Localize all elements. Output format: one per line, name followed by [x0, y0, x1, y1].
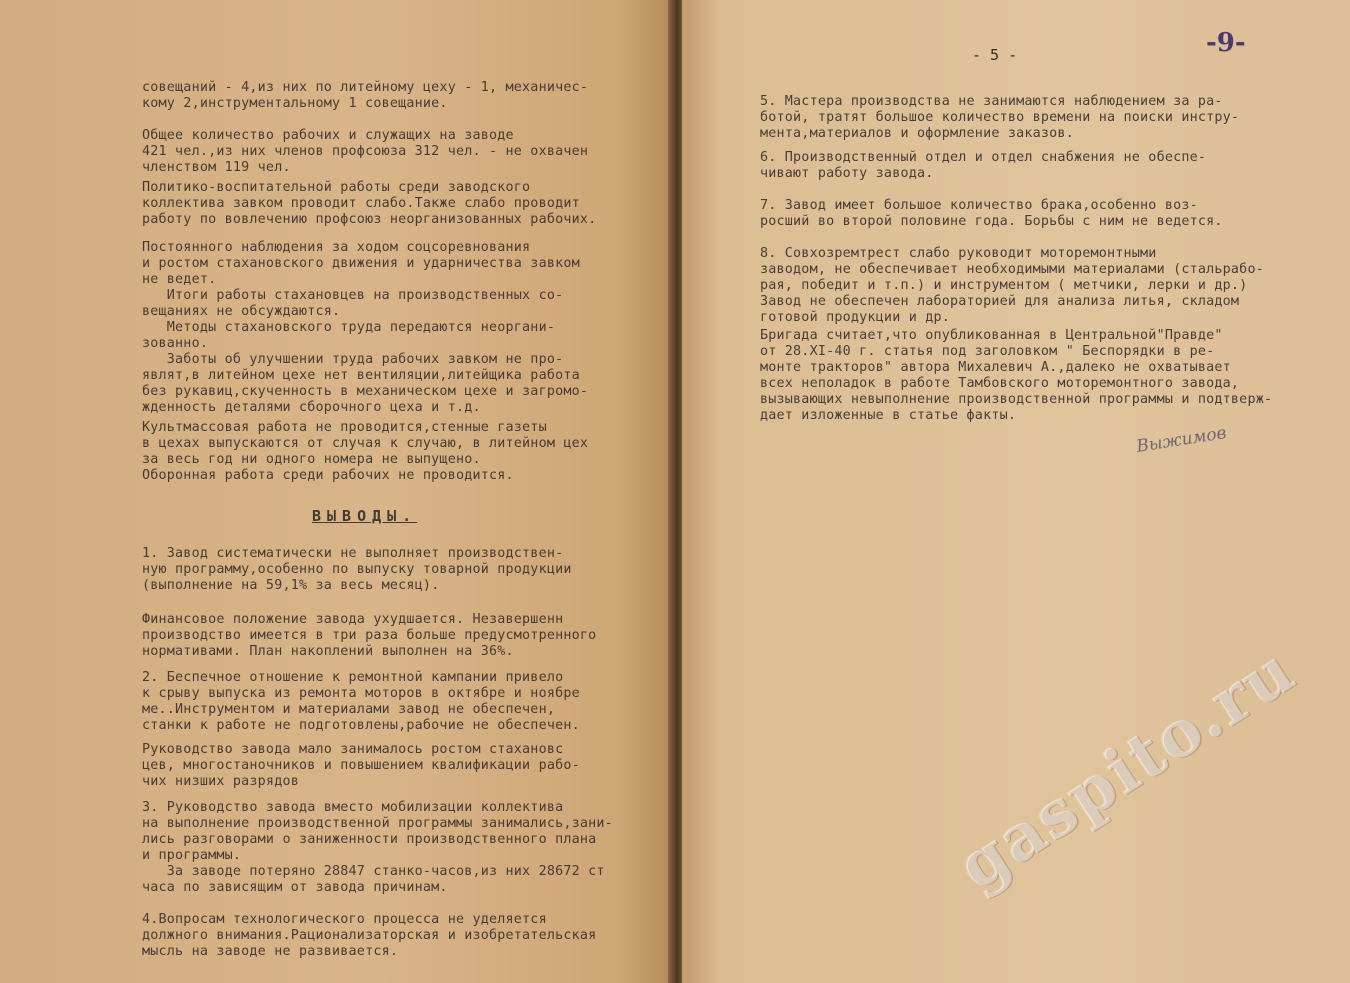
conclusion-4: 4.Вопросам технологического процесса не уделяется должного внимания.Рационализаторская и изобретательская мысль на заводе не развивается. — [142, 912, 597, 959]
archive-sheet-number: -9- — [1206, 28, 1246, 58]
conclusion-2: 2. Беспечное отношение к ремонтной кампании привело к срыву выпуска из ремонта моторов в октябре и ноябре ме..Инструментом и материалами завод не обеспечен, станки к работе не подготовлены,рабочие не обеспечен. — [142, 670, 580, 733]
paragraph-competition: Постоянного наблюдения за ходом соцсоревнования и ростом стахановского движения и ударничества завком не ведет. Итоги работы стахановцев на производственных со- вещаниях не обсуждаются. Методы стахановского труда передаются неоргани- зованно. Заботы об улучшении труда рабочих завком не про- являт,в литейном цехе нет вентиляции,литейщика работа без рукавиц,скученность в механическом цехе и загромо- жденность деталями сборочного цеха и т.д. — [142, 240, 589, 415]
conclusions-heading: ВЫВОДЫ. — [312, 507, 418, 525]
conclusion-1-finance: Финансовое положение завода ухудшается. Незавершенн производство имеется в три раза больше предусмотренного нормативами. План накоплений выполнен на 36%. — [142, 612, 597, 659]
item-7: 7. Завод имеет большое количество брака,особенно воз- росший во второй половине года. Борьбы с ним не ведется. — [760, 198, 1223, 229]
conclusion-2-leadership: Руководство завода мало занималось ростом стахановс цев, многостаночников и повышением квалификации рабо- чих низших разрядов — [142, 742, 580, 789]
item-8: 8. Совхозремтрест слабо руководит моторемонтными заводом, не обеспечивает необходимыми материалами (стальрабо- рая, победит и т.п.) и инструментом ( метчики, лерки и др.) Завод не обеспечен лабораторией для анализа литья, складом готовой продукции и др. — [760, 246, 1264, 325]
paragraph-workers-count: Общее количество рабочих и служащих на заводе 421 чел.,из них членов профсоюза 312 чел. - не охвачен членством 119 чел. — [142, 128, 589, 175]
conclusion-3: 3. Руководство завода вместо мобилизации коллектива на выполнение производственной программы занимались,зани- лись разговорами о заниженности производственного плана и программы. За заводе потеряно 28847 станко-часов,из них 28672 ст часа по зависящим от завода причинам. — [142, 800, 613, 895]
handwritten-signature: Выжимов — [1134, 423, 1228, 457]
site-watermark: gaspito.ru — [945, 632, 1309, 905]
page-number: - 5 - — [972, 46, 1018, 64]
item-5: 5. Мастера производства не занимаются наблюдением за ра- ботой, тратят большое количество времени на поиски инстру- мента,материалов и оформление заказов. — [760, 94, 1240, 141]
brigade-conclusion: Бригада считает,что опубликованная в Центральной"Правде" от 28.XI-40 г. статья под заголовком " Беспорядки в ре- монте тракторов" автора Михалевич А.,далеко не охватывает всех неполадок в работе Тамбовского моторемонтного завода, вызывающих невыполнение производственной программы и подтверж- дает изложенные в статье факты. — [760, 328, 1273, 423]
item-6: 6. Производственный отдел и отдел снабжения не обеспе- чивают работу завода. — [760, 150, 1207, 181]
paragraph-meetings: совещаний - 4,из них по литейному цеху - 1, механичес- кому 2,инструментальному 1 совещание. — [142, 80, 589, 111]
conclusion-1: 1. Завод систематически не выполняет производствен- ную программу,особенно по выпуску товарной продукции (выполнение на 59,1% за весь месяц). — [142, 546, 572, 593]
left-page — [0, 0, 672, 983]
paragraph-education-work: Политико-воспитательной работы среди заводского коллектива завком проводит слабо.Также слабо проводит работу по вовлечению профсоюз неорганизованных рабочих. — [142, 180, 597, 227]
paragraph-cultural-work: Культмассовая работа не проводится,стенные газеты в цехах выпускаются от случая к случаю, в литейном цех за весь год ни одного номера не выпущено. Оборонная работа среди рабочих не проводится. — [142, 420, 589, 483]
